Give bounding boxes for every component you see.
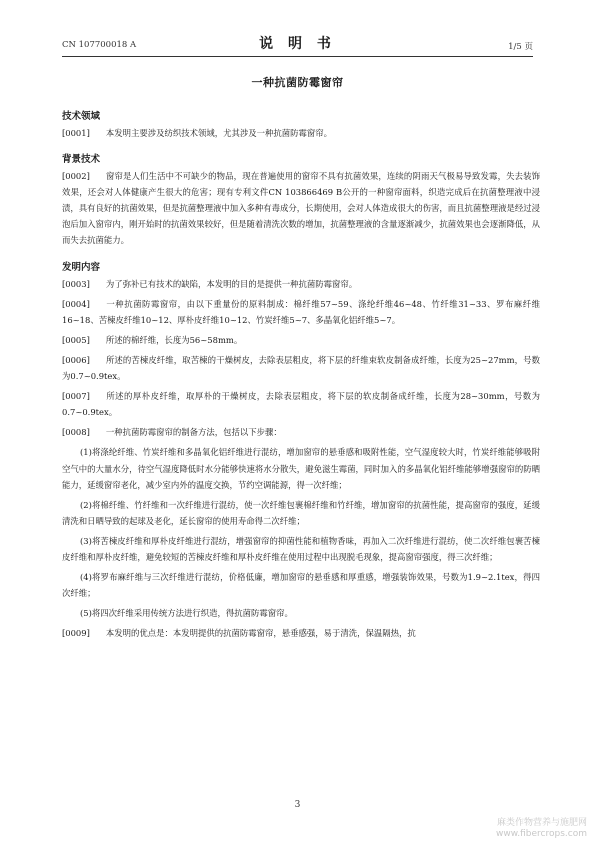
watermark-line-2: www.fibercrops.com [496, 829, 587, 839]
step-3: (3)将苦楝皮纤维和厚朴皮纤维进行混纺，增强窗帘的抑菌性能和植物香味，再加入二次纤维进行混纺，使二次纤维包裹苦楝皮纤维和厚朴皮纤维，避免较短的苦楝皮纤维和厚朴皮纤维在使用过程中出现脱毛现象，提高窗帘强度，得三次纤维； [62, 535, 540, 562]
document-body [62, 108, 540, 641]
page-number: 3 [294, 800, 301, 810]
paragraph-number: [0007] [62, 391, 90, 402]
paragraph-number: [0005] [62, 334, 90, 345]
paragraph-0008 [62, 424, 540, 440]
paragraph-text: 所述的棉纤维，长度为56~58mm。 [105, 334, 243, 345]
page-header [62, 30, 533, 57]
paragraph-0003 [62, 276, 540, 292]
page-indicator: 1/5 页 [508, 42, 533, 52]
paragraph-0005 [62, 332, 540, 348]
paragraph-text: 所述的厚朴皮纤维，取厚朴的干燥树皮，去除表层粗皮，将下层的软皮制备成纤维，长度为28~30mm，号数为0.7~0.9tex。 [62, 391, 540, 418]
section-heading-tech-field: 技术领域 [62, 111, 101, 122]
paragraph-number: [0004] [62, 298, 90, 309]
paragraph-text: 窗帘是人们生活中不可缺少的物品，现在普遍使用的窗帘不具有抗菌效果，连续的阴雨天气极易导致发霉，失去装饰效果，还会对人体健康产生很大的危害；现有专利文件CN 103866469 B公开的一种窗帘面料，织造完成后在抗菌整理液中浸渍，具有良好的抗菌效果，但是抗菌整理液中加入多种有毒成分，长期使用，会对人体造成很大的伤害，而且抗菌整理液是经过浸泡后加入窗帘内，刚开始时的抗菌效果较好，但是随着清洗次数的增加，抗菌整理液的含量逐渐减少，抗菌效果也会逐渐降低，从而失去抗菌能力。 [62, 171, 540, 246]
doc-number: CN 107700018 A [62, 40, 137, 50]
paragraph-number: [0001] [62, 128, 90, 138]
step-1: (1)将涤纶纤维、竹炭纤维和多晶氧化铝纤维进行混纺，增加窗帘的悬垂感和吸附性能，空气湿度较大时，竹炭纤维能够吸附空气中的大量水分，待空气湿度降低时水分能够快速将水分散失，避免滋生霉菌，同时加入的多晶氧化铝纤维能够增强窗帘的防晒能力，延缓窗帘老化，减少室内外的温度交换，节约空调能源，得一次纤维； [62, 447, 540, 490]
watermark-line-1: 麻类作物营养与施肥网 [496, 818, 587, 828]
paragraph-0001 [62, 125, 540, 141]
header-title: 说 明 书 [259, 36, 336, 52]
step-4: (4)将罗布麻纤维与三次纤维进行混纺，价格低廉，增加窗帘的悬垂感和厚重感，增强装饰效果，号数为1.9~2.1tex，得四次纤维； [62, 572, 540, 599]
paragraph-text: 为了弥补已有技术的缺陷，本发明的目的是提供一种抗菌防霉窗帘。 [105, 278, 358, 289]
paragraph-number: [0003] [62, 278, 90, 289]
section-heading-background: 背景技术 [62, 154, 101, 166]
paragraph-text: 一种抗菌防霉窗帘的制备方法，包括以下步骤： [105, 427, 282, 438]
step-5: (5)将四次纤维采用传统方法进行织造，得抗菌防霉窗帘。 [80, 608, 293, 619]
paragraph-text: 所述的苦楝皮纤维，取苦楝的干燥树皮，去除表层粗皮，将下层的纤维束软皮制备成纤维，长度为25~27mm，号数为0.7~0.9tex。 [62, 354, 540, 382]
paragraph-0004 [62, 296, 540, 328]
paragraph-number: [0006] [62, 354, 90, 365]
watermark [496, 818, 587, 840]
paragraph-0009 [62, 625, 540, 641]
paragraph-0002 [62, 168, 540, 248]
paragraph-number: [0002] [62, 171, 90, 182]
paragraph-number: [0008] [62, 427, 90, 438]
paragraph-text: 本发明主要涉及纺织技术领域，尤其涉及一种抗菌防霉窗帘。 [105, 128, 332, 138]
step-2: (2)将棉纤维、竹纤维和一次纤维进行混纺，使一次纤维包裹棉纤维和竹纤维，增加窗帘的抗菌性能，提高窗帘的强度，延缓清洗和日晒导致的起球及老化，延长窗帘的使用寿命得二次纤维； [62, 499, 540, 526]
paragraph-text: 一种抗菌防霉窗帘，由以下重量份的原料制成：棉纤维57~59、涤纶纤维46~48、竹纤维31~33、罗布麻纤维16~18、苦楝皮纤维10~12、厚朴皮纤维10~12、竹炭纤维5~7、多晶氧化铝纤维5~7。 [62, 298, 540, 325]
paragraph-0007 [62, 388, 540, 420]
paragraph-text: 本发明的优点是：本发明提供的抗菌防霉窗帘，悬垂感强，易于清洗，保温隔热，抗 [105, 628, 416, 639]
section-heading-summary: 发明内容 [62, 261, 101, 273]
paragraph-0006 [62, 352, 540, 384]
paragraph-number: [0009] [62, 628, 90, 639]
document-title: 一种抗菌防霉窗帘 [251, 76, 344, 89]
